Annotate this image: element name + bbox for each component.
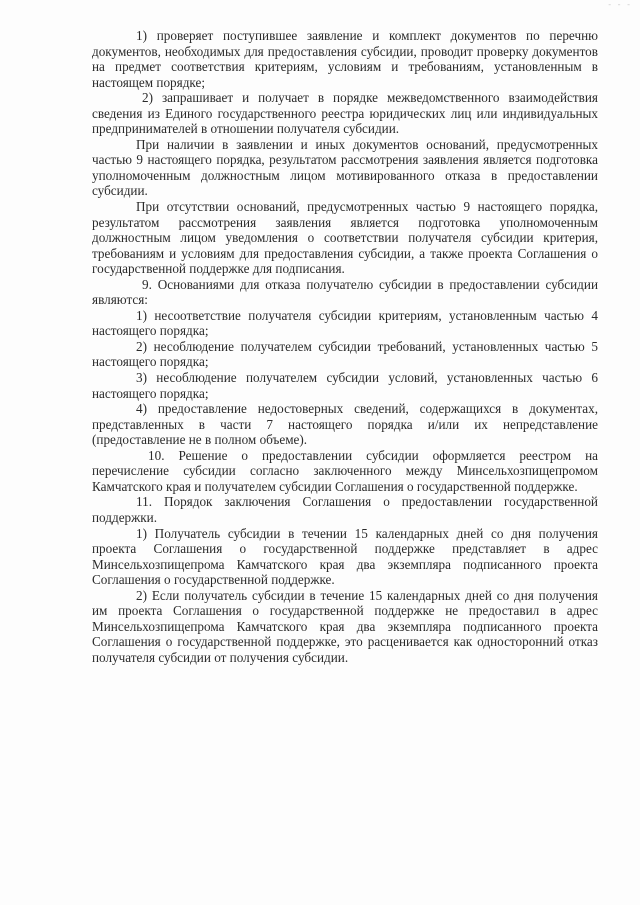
- section-9-item-2: 2) несоблюдение получателем субсидии требований, установленных частью 5 настоящего порядка;: [92, 338, 598, 370]
- paragraph-2-request-info: 2) запрашивает и получает в порядке межведомственного взаимодействия сведения из Единого государственного реестра юридических лиц или индивидуальных предпринимателей в отношении получателя субсидии.: [92, 90, 598, 137]
- section-11-heading: 11. Порядок заключения Соглашения о предоставлении государственной поддержки.: [92, 494, 598, 525]
- section-9-item-1: 1) несоответствие получателя субсидии критериям, установленным частью 4 настоящего порядка;: [92, 307, 598, 339]
- section-9-item-4: 4) предоставление недостоверных сведений, содержащихся в документах, представленных в части 7 настоящего порядка и/или их непредставление (предоставление не в полном объеме).: [92, 401, 598, 448]
- section-9-item-3: 3) несоблюдение получателем субсидии условий, установленных частью 6 настоящего порядка;: [92, 370, 598, 401]
- document-body: [92, 28, 598, 665]
- section-11-item-2: 2) Если получатель субсидии в течение 15 календарных дней со дня получения им проекта Соглашения о государственной поддержке не предоставил в адрес Минсельхозпищепрома Камчатского края два экземпляра подписанного проекта Соглашения о государственной поддержке, это расценивается как односторонний отказ получателя субсидии от получения субсидии.: [92, 587, 598, 665]
- paragraph-refusal-grounds-absent: При отсутствии оснований, предусмотренных частью 9 настоящего порядка, результатом рассмотрения заявления является подготовка уполномоченным должностным лицом уведомления о соответствии получателя субсидии критерия, требованиям и условиям для предоставления субсидии, а также проекта Соглашения о государственной поддержке для подписания.: [92, 199, 598, 277]
- section-11-item-1: 1) Получатель субсидии в течении 15 календарных дней со дня получения проекта Соглашения о государственной поддержке представляет в адрес Минсельхозпищепрома Камчатского края два экземпляра подписанного проекта Соглашения о государственной поддержке.: [92, 525, 598, 588]
- paragraph-refusal-grounds-present: При наличии в заявлении и иных документов оснований, предусмотренных частью 9 настоящего порядка, результатом рассмотрения заявления является подготовка уполномоченным должностным лицом мотивированного отказа в предоставлении субсидии.: [92, 136, 598, 199]
- section-9-heading: 9. Основаниями для отказа получателю субсидии в предоставлении субсидии являются:: [92, 276, 598, 308]
- paragraph-1-check-documents: 1) проверяет поступившее заявление и комплект документов по перечню документов, необходимых для предоставления субсидии, проводит проверку документов на предмет соответствия критериям, условиям и требованиям, установленным в настоящем порядке;: [92, 28, 598, 90]
- scan-corner-mark: - - -: [608, 0, 632, 9]
- section-10: 10. Решение о предоставлении субсидии оформляется реестром на перечисление субсидии согласно заключенного между Минсельхозпищепромом Камчатского края и получателем субсидии Соглашения о государственной поддержке.: [92, 447, 598, 494]
